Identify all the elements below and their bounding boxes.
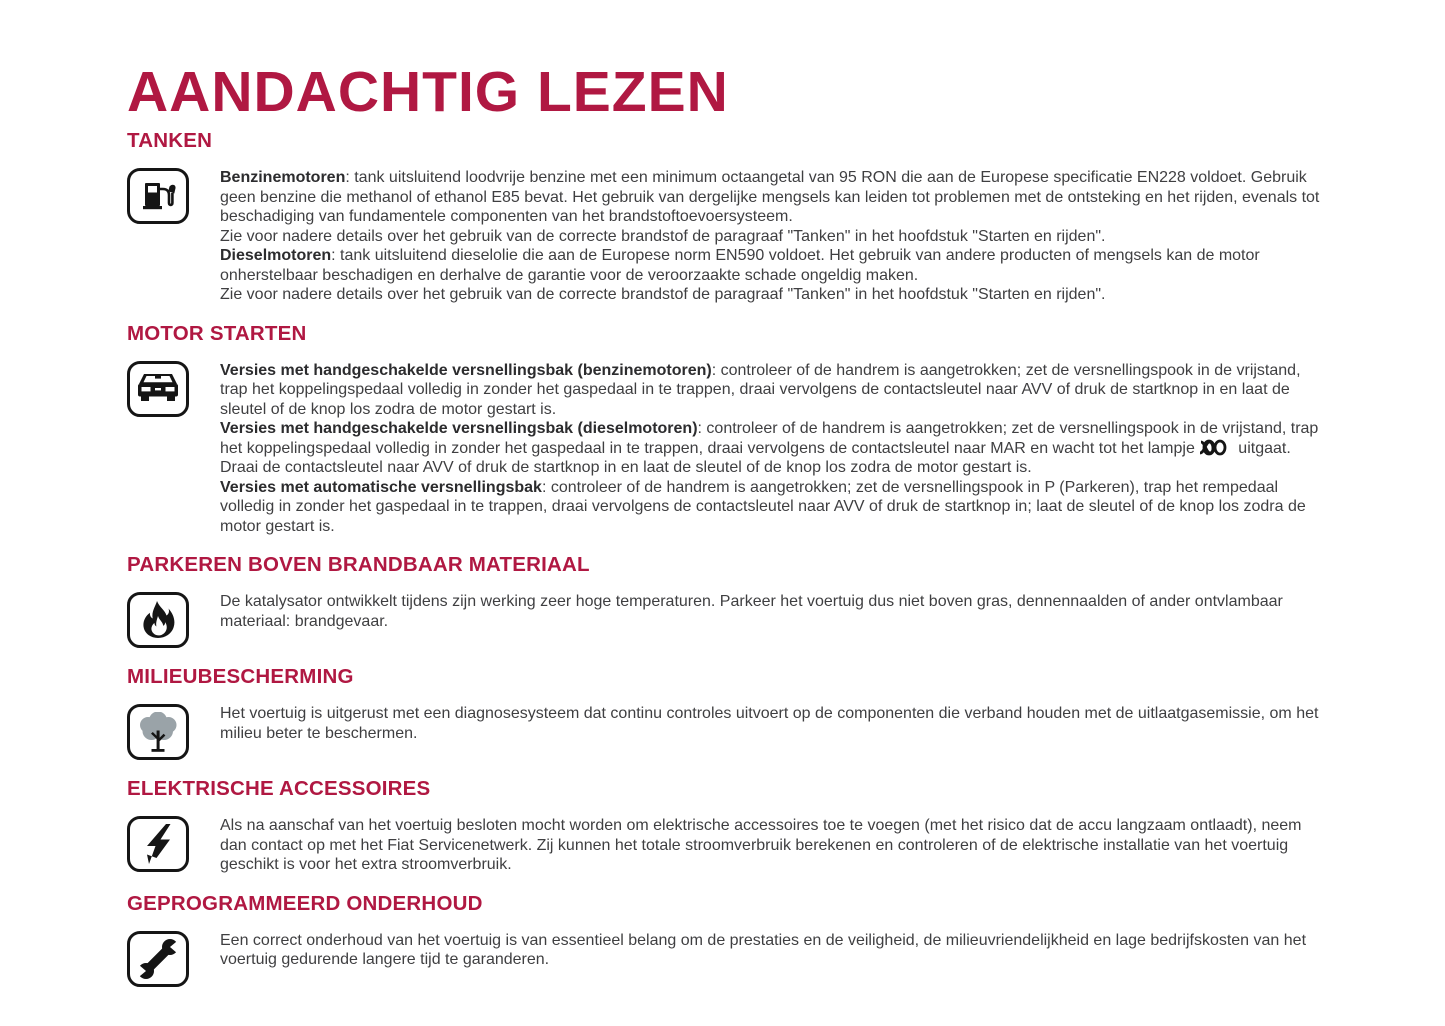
- text-run-bold: Versies met handgeschakelde versnellingsbak (benzinemotoren): [220, 361, 712, 379]
- section-body: [127, 361, 1327, 537]
- section-text: [220, 168, 1325, 305]
- section-text: [220, 704, 1325, 743]
- paragraph: [220, 227, 1325, 247]
- glow-plug-icon: [1195, 440, 1234, 457]
- page-title: AANDACHTIG LEZEN: [127, 60, 729, 124]
- paragraph: [220, 592, 1325, 631]
- text-run-bold: Versies met automatische versnellingsbak: [220, 478, 542, 496]
- paragraph: [220, 419, 1325, 478]
- paragraph: [220, 478, 1325, 537]
- text-run: Zie voor nadere details over het gebruik van de correcte brandstof de paragraaf "Tanken" in het hoofdstuk "Starten en rijden".: [220, 286, 1106, 304]
- text-run-bold: Versies met handgeschakelde versnellingsbak (dieselmotoren): [220, 420, 698, 438]
- section-body: [127, 816, 1327, 875]
- text-run: : controleer of de handrem is aangetrokken; zet de versnellingspook in de vrijstand, trap het koppelingspedaal volledig in zonder het gaspedaal in te trappen, draai vervolgens de contactsleutel naar MAR en wacht tot het lampje: [220, 420, 1319, 457]
- text-run: : controleer of de handrem is aangetrokken; zet de versnellingspook in P (Parkeren), trap het rempedaal volledig in zonder het gaspedaal in te trappen, draai vervolgens de contactsleutel naar AVV of druk de startknop in; laat de sleutel of de knop los zodra de motor gestart is.: [220, 478, 1306, 535]
- text-run-bold: Benzinemotoren: [220, 169, 346, 186]
- flame-icon: [127, 592, 189, 648]
- section-motor-starten: [127, 322, 1327, 537]
- paragraph: [220, 285, 1325, 305]
- paragraph: [220, 704, 1325, 743]
- car-icon: [127, 361, 189, 417]
- text-run: Als na aanschaf van het voertuig besloten mocht worden om elektrische accessoires toe te voegen (met het risico dat de accu langzaam ontlaadt), neem dan contact op met het Fiat Servicenetwerk. Zij kunnen het totale stroomverbruik berekenen en controleren of de elektrische installatie van het voertuig geschikt is voor het extra stroomverbruik.: [220, 817, 1302, 874]
- tree-icon: [127, 704, 189, 760]
- text-run: De katalysator ontwikkelt tijdens zijn werking zeer hoge temperaturen. Parkeer het voertuig dus niet boven gras, dennennaalden of ander ontvlambaar materiaal: brandgevaar.: [220, 593, 1283, 630]
- section-text: [220, 592, 1325, 631]
- paragraph: [220, 816, 1325, 875]
- section-text: [220, 931, 1325, 970]
- paragraph: [220, 246, 1325, 285]
- fuel-pump-icon: [127, 168, 189, 224]
- section-heading-elektrische-accessoires: ELEKTRISCHE ACCESSOIRES: [127, 777, 431, 801]
- glow-plug-icon: [1199, 439, 1230, 456]
- section-body: [127, 168, 1327, 305]
- text-run: Het voertuig is uitgerust met een diagnosesysteem dat continu controles uitvoert op de componenten die verband houden met de uitlaatgasemissie, om het milieu beter te beschermen.: [220, 705, 1319, 742]
- section-heading-motor-starten: MOTOR STARTEN: [127, 321, 307, 345]
- text-run: Een correct onderhoud van het voertuig is van essentieel belang om de prestaties en de veiligheid, de milieuvriendelijkheid en lage bedrijfskosten van het voertuig gedurende langere tijd te garanderen.: [220, 931, 1307, 969]
- paragraph: [220, 931, 1325, 970]
- text-run: Zie voor nadere details over het gebruik van de correcte brandstof de paragraaf "Tanken" in het hoofdstuk "Starten en rijden".: [220, 227, 1106, 245]
- text-run: : controleer of de handrem is aangetrokken; zet de versnellingspook in de vrijstand, trap het koppelingspedaal volledig in zonder het gaspedaal in te trappen, draai vervolgens de contactsleutel naar AVV of druk de startknop in en laat de sleutel of de knop los zodra de motor gestart is.: [220, 361, 1301, 418]
- section-geprogrammeerd-onderhoud: [127, 892, 1327, 987]
- section-elektrische-accessoires: [127, 777, 1327, 875]
- text-run: : tank uitsluitend dieselolie die aan de Europese norm EN590 voldoet. Het gebruik van andere producten of mengsels kan de motor onherstelbaar beschadigen en derhalve de garantie voor de veroorzaakte schade ongeldig maken.: [220, 247, 1260, 284]
- section-body: [127, 931, 1327, 987]
- section-heading-geprogrammeerd-onderhoud: GEPROGRAMMEERD ONDERHOUD: [127, 891, 483, 915]
- section-heading-milieubescherming: MILIEUBESCHERMING: [127, 665, 354, 689]
- paragraph: [220, 361, 1325, 420]
- section-tanken: [127, 129, 1327, 305]
- lightning-bolt-icon: [127, 816, 189, 872]
- section-body: [127, 704, 1327, 760]
- section-milieubescherming: [127, 665, 1327, 760]
- section-heading-tanken: TANKEN: [127, 129, 213, 152]
- section-parkeren: [127, 553, 1327, 648]
- section-text: [220, 361, 1325, 537]
- text-run: : tank uitsluitend loodvrije benzine met een minimum octaangetal van 95 RON die aan de Europese specificatie EN228 voldoet. Gebruik geen benzine die methanol of ethanol E85 bevat. Het gebruik van dergelijke mengsels kan leiden tot problemen met de ontsteking en het rijden, evenals tot beschadiging van fundamentele componenten van het brandstoftoevoersysteem.: [220, 169, 1320, 226]
- text-run: uitgaat. Draai de contactsleutel naar AVV of druk de startknop in en laat de sleutel of de knop los zodra de motor gestart is.: [220, 439, 1291, 477]
- section-text: [220, 816, 1325, 875]
- text-run-bold: Dieselmotoren: [220, 247, 332, 265]
- section-body: [127, 592, 1327, 648]
- paragraph: [220, 168, 1325, 227]
- section-heading-parkeren: PARKEREN BOVEN BRANDBAAR MATERIAAL: [127, 553, 590, 577]
- wrench-icon: [127, 931, 189, 987]
